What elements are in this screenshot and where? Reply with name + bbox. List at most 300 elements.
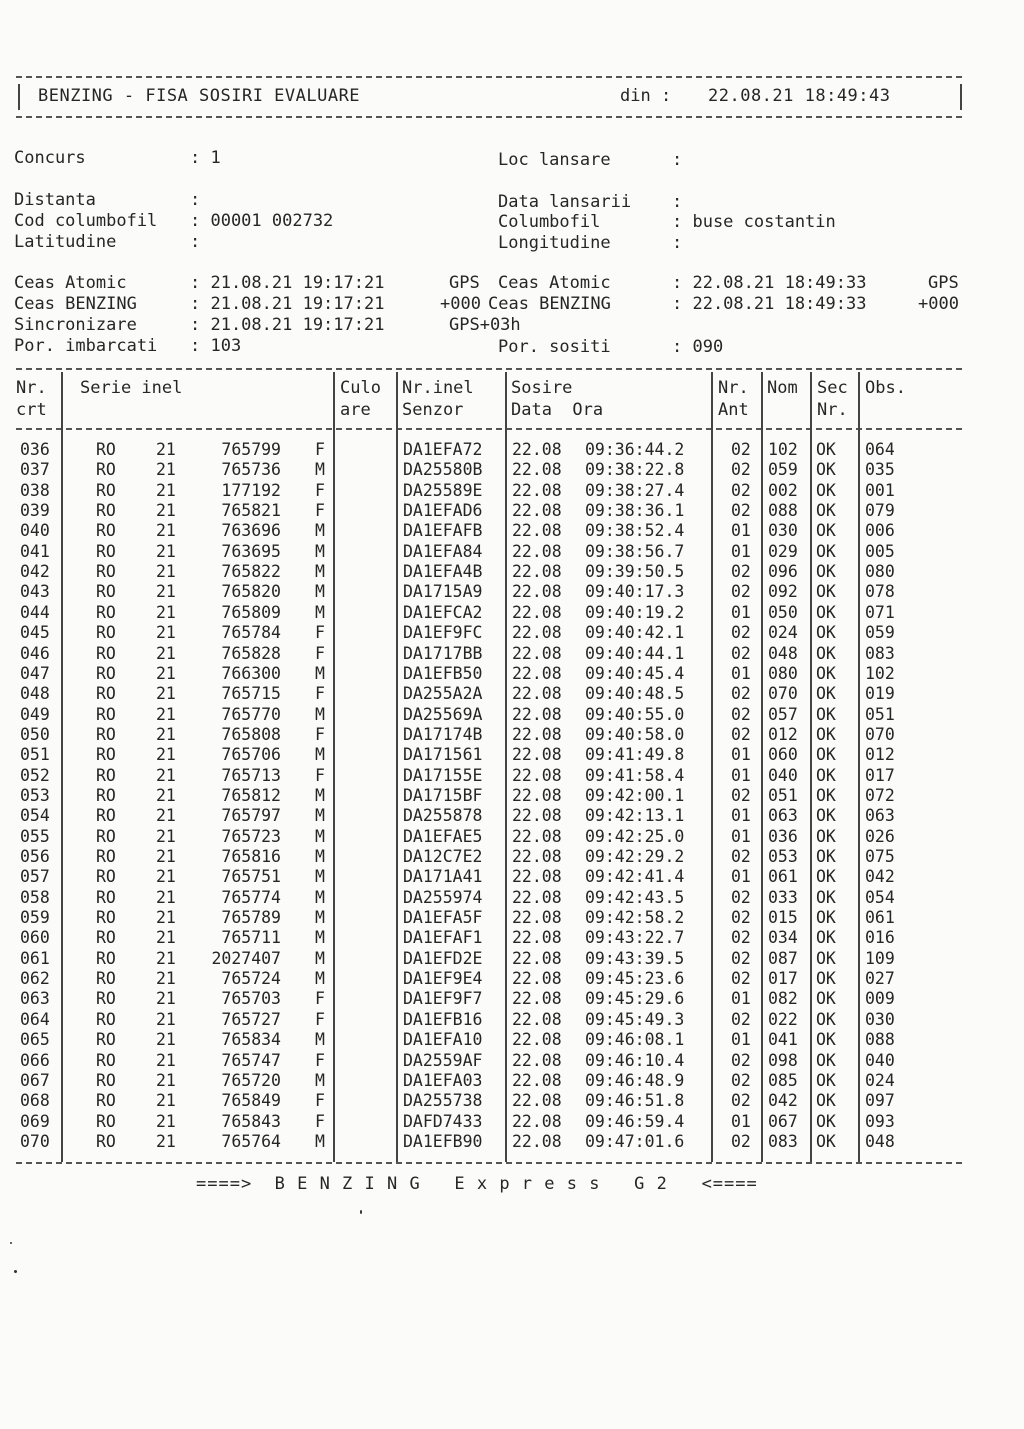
cell-ora: 09:40:48.5 [585, 684, 685, 704]
col-ant-header: Nr. [718, 378, 749, 398]
ceas-benzing-label-1: Ceas BENZING [14, 294, 137, 314]
cell-ant: 01 [731, 826, 751, 846]
report-date-label: din : [620, 86, 672, 106]
ceas-atomic-value-2: : 22.08.21 18:49:33 [672, 273, 867, 293]
cell-sec: OK [816, 623, 836, 643]
cell-obs: 059 [865, 623, 895, 643]
cell-data: 22.08 [512, 440, 562, 459]
cell-yr: 21 [156, 867, 176, 887]
cell-data: 22.08 [512, 623, 562, 643]
header-left-bar [18, 84, 20, 110]
cell-nom: 053 [768, 847, 798, 866]
table-row [0, 827, 1024, 847]
cell-sex: F [315, 1050, 325, 1070]
cell-ora: 09:40:58.0 [585, 724, 685, 744]
table-row [0, 481, 1024, 501]
cell-sex: F [315, 643, 325, 663]
cell-obs: 040 [865, 1050, 895, 1070]
cell-data: 22.08 [512, 887, 562, 907]
cell-ro: RO [96, 765, 116, 785]
footer-brand: ====> B E N Z I N G E x p r e s s G 2 <==== [196, 1174, 758, 1194]
col-obs-header: Obs. [865, 378, 906, 398]
cell-inel: 765821 [221, 501, 281, 521]
header-right-bar [960, 84, 962, 110]
cell-nr: 040 [20, 521, 50, 541]
cell-ant: 01 [731, 541, 751, 561]
cell-obs: 035 [865, 460, 895, 480]
cell-yr: 21 [156, 460, 176, 480]
cell-nr: 053 [20, 785, 50, 805]
cell-ant: 01 [731, 989, 751, 1009]
cell-sex: M [315, 562, 325, 582]
cell-nom: 060 [768, 745, 798, 765]
ceas-benzing-value-1: : 21.08.21 19:17:21 [190, 294, 385, 314]
table-row [0, 969, 1024, 989]
cell-sex: M [315, 602, 325, 622]
table-row [0, 1030, 1024, 1050]
cell-sec: OK [816, 1091, 836, 1111]
cell-data: 22.08 [512, 948, 562, 968]
col-ant-header-2: Ant [718, 400, 749, 420]
cell-yr: 21 [156, 847, 176, 866]
cell-ora: 09:40:45.4 [585, 663, 685, 683]
cell-ora: 09:47:01.6 [585, 1131, 685, 1151]
cell-obs: 093 [865, 1111, 895, 1131]
cell-senzor: DA1EFAF1 [403, 928, 483, 948]
cell-senzor: DA1EFCA2 [403, 602, 483, 622]
cell-obs: 024 [865, 1070, 895, 1090]
cell-nr: 069 [20, 1111, 50, 1131]
cell-yr: 21 [156, 785, 176, 805]
cell-yr: 21 [156, 582, 176, 602]
cell-ora: 09:46:10.4 [585, 1050, 685, 1070]
cod-columbofil-value: : 00001 002732 [190, 211, 334, 231]
cell-senzor: DA1EFAD6 [403, 501, 483, 521]
cell-nom: 088 [768, 501, 798, 521]
table-row [0, 745, 1024, 765]
cell-nr: 043 [20, 582, 50, 602]
cell-ora: 09:39:50.5 [585, 562, 685, 582]
ceas-benzing-value-2: : 22.08.21 18:49:33 [672, 294, 867, 314]
cod-columbofil-label: Cod columbofil [14, 211, 158, 231]
loc-lansare-value: : [672, 150, 683, 170]
latitudine-label: Latitudine [14, 232, 117, 252]
cell-sex: M [315, 582, 325, 602]
cell-nr: 061 [20, 948, 50, 968]
cell-ro: RO [96, 480, 116, 500]
cell-ant: 02 [731, 562, 751, 582]
data-lansarii-label: Data lansarii [498, 192, 632, 212]
table-row [0, 725, 1024, 745]
col-sosire-header-2: Data Ora [511, 400, 604, 420]
cell-ant: 01 [731, 1111, 751, 1131]
scan-speck [10, 1242, 12, 1244]
cell-sex: M [315, 1070, 325, 1090]
cell-data: 22.08 [512, 582, 562, 602]
cell-nom: 087 [768, 948, 798, 968]
cell-ora: 09:42:13.1 [585, 806, 685, 826]
cell-inel: 765828 [221, 643, 281, 663]
por-imbarcati-label: Por. imbarcati [14, 336, 158, 356]
loc-lansare-label: Loc lansare [498, 150, 611, 170]
cell-senzor: DA2559AF [403, 1050, 483, 1070]
cell-data: 22.08 [512, 745, 562, 765]
cell-nom: 096 [768, 562, 798, 582]
concurs-label: Concurs [14, 148, 86, 168]
cell-nom: 048 [768, 643, 798, 663]
cell-sec: OK [816, 501, 836, 521]
cell-sex: F [315, 440, 325, 459]
cell-sec: OK [816, 602, 836, 622]
cell-sex: M [315, 521, 325, 541]
cell-data: 22.08 [512, 1070, 562, 1090]
cell-nr: 062 [20, 969, 50, 989]
table-row [0, 501, 1024, 521]
cell-data: 22.08 [512, 643, 562, 663]
cell-sec: OK [816, 765, 836, 785]
cell-data: 22.08 [512, 1030, 562, 1050]
cell-nr: 067 [20, 1070, 50, 1090]
cell-ro: RO [96, 1131, 116, 1151]
cell-nr: 059 [20, 908, 50, 928]
sincronizare-label: Sincronizare [14, 315, 137, 335]
cell-nr: 049 [20, 704, 50, 724]
table-row [0, 1071, 1024, 1091]
cell-sec: OK [816, 562, 836, 582]
cell-inel: 765822 [221, 562, 281, 582]
cell-ro: RO [96, 826, 116, 846]
cell-sec: OK [816, 440, 836, 459]
cell-sec: OK [816, 745, 836, 765]
cell-nom: 067 [768, 1111, 798, 1131]
cell-ora: 09:38:22.8 [585, 460, 685, 480]
cell-nom: 033 [768, 887, 798, 907]
cell-sec: OK [816, 1030, 836, 1050]
por-sositi-label: Por. sositi [498, 337, 611, 357]
cell-obs: 051 [865, 704, 895, 724]
cell-sec: OK [816, 908, 836, 928]
cell-nr: 051 [20, 745, 50, 765]
cell-obs: 071 [865, 602, 895, 622]
cell-ro: RO [96, 969, 116, 989]
cell-ant: 02 [731, 460, 751, 480]
cell-senzor: DA1EFB16 [403, 1009, 483, 1029]
cell-sec: OK [816, 867, 836, 887]
cell-inel: 765715 [221, 684, 281, 704]
cell-nom: 082 [768, 989, 798, 1009]
cell-data: 22.08 [512, 785, 562, 805]
cell-sec: OK [816, 643, 836, 663]
cell-data: 22.08 [512, 501, 562, 521]
ceas-atomic-tag-1: GPS [449, 273, 480, 293]
cell-sec: OK [816, 928, 836, 948]
cell-senzor: DA1EFA10 [403, 1030, 483, 1050]
cell-senzor: DA255A2A [403, 684, 483, 704]
cell-data: 22.08 [512, 562, 562, 582]
cell-sec: OK [816, 480, 836, 500]
table-row [0, 786, 1024, 806]
table-row [0, 582, 1024, 602]
cell-ora: 09:42:00.1 [585, 785, 685, 805]
cell-ro: RO [96, 501, 116, 521]
cell-inel: 765808 [221, 724, 281, 744]
cell-nom: 012 [768, 724, 798, 744]
cell-nom: 042 [768, 1091, 798, 1111]
cell-sec: OK [816, 582, 836, 602]
cell-obs: 042 [865, 867, 895, 887]
table-row [0, 644, 1024, 664]
cell-obs: 109 [865, 948, 895, 968]
cell-obs: 054 [865, 887, 895, 907]
cell-obs: 009 [865, 989, 895, 1009]
cell-senzor: DA1715BF [403, 785, 483, 805]
cell-inel: 766300 [221, 663, 281, 683]
cell-senzor: DA12C7E2 [403, 847, 483, 866]
cell-sec: OK [816, 989, 836, 1009]
cell-obs: 078 [865, 582, 895, 602]
cell-ora: 09:45:23.6 [585, 969, 685, 989]
table-row [0, 949, 1024, 969]
cell-ant: 01 [731, 521, 751, 541]
cell-senzor: DA171561 [403, 745, 483, 765]
scan-speck [360, 1210, 362, 1214]
cell-nr: 060 [20, 928, 50, 948]
cell-nom: 002 [768, 480, 798, 500]
cell-nom: 036 [768, 826, 798, 846]
cell-data: 22.08 [512, 704, 562, 724]
cell-nom: 034 [768, 928, 798, 948]
cell-obs: 017 [865, 765, 895, 785]
cell-yr: 21 [156, 1131, 176, 1151]
cell-nr: 047 [20, 663, 50, 683]
cell-nom: 024 [768, 623, 798, 643]
cell-ora: 09:46:51.8 [585, 1091, 685, 1111]
concurs-value: : 1 [190, 148, 221, 168]
cell-inel: 765747 [221, 1050, 281, 1070]
header-bottom-rule [16, 116, 962, 118]
cell-nr: 044 [20, 602, 50, 622]
cell-nom: 029 [768, 541, 798, 561]
cell-nom: 051 [768, 785, 798, 805]
cell-senzor: DA25569A [403, 704, 483, 724]
table-row [0, 989, 1024, 1009]
cell-ora: 09:42:29.2 [585, 847, 685, 866]
cell-nr: 064 [20, 1009, 50, 1029]
cell-inel: 2027407 [211, 948, 281, 968]
cell-inel: 765727 [221, 1009, 281, 1029]
cell-inel: 765713 [221, 765, 281, 785]
cell-data: 22.08 [512, 724, 562, 744]
cell-yr: 21 [156, 928, 176, 948]
cell-inel: 765724 [221, 969, 281, 989]
cell-nom: 040 [768, 765, 798, 785]
cell-yr: 21 [156, 440, 176, 459]
table-row [0, 888, 1024, 908]
cell-data: 22.08 [512, 1050, 562, 1070]
cell-ora: 09:43:22.7 [585, 928, 685, 948]
col-nom-header: Nom [767, 378, 798, 398]
cell-inel: 177192 [221, 480, 281, 500]
cell-inel: 765797 [221, 806, 281, 826]
cell-data: 22.08 [512, 908, 562, 928]
cell-nom: 080 [768, 663, 798, 683]
cell-sex: F [315, 480, 325, 500]
cell-ant: 02 [731, 724, 751, 744]
distanta-label: Distanta [14, 190, 96, 210]
sincronizare-tag: GPS+03h [449, 315, 521, 335]
cell-yr: 21 [156, 541, 176, 561]
cell-inel: 765711 [221, 928, 281, 948]
cell-ora: 09:43:39.5 [585, 948, 685, 968]
cell-yr: 21 [156, 643, 176, 663]
cell-ant: 02 [731, 785, 751, 805]
cell-ro: RO [96, 948, 116, 968]
table-row [0, 928, 1024, 948]
cell-ro: RO [96, 928, 116, 948]
cell-senzor: DA1EFAFB [403, 521, 483, 541]
cell-nr: 054 [20, 806, 50, 826]
cell-sex: M [315, 969, 325, 989]
cell-yr: 21 [156, 501, 176, 521]
cell-nr: 050 [20, 724, 50, 744]
cell-obs: 070 [865, 724, 895, 744]
cell-data: 22.08 [512, 684, 562, 704]
cell-sex: F [315, 1009, 325, 1029]
report-date: 22.08.21 18:49:43 [708, 86, 891, 106]
cell-inel: 765799 [221, 440, 281, 459]
cell-inel: 765706 [221, 745, 281, 765]
cell-nr: 041 [20, 541, 50, 561]
cell-nom: 041 [768, 1030, 798, 1050]
cell-yr: 21 [156, 1070, 176, 1090]
cell-ant: 01 [731, 867, 751, 887]
cell-sec: OK [816, 1009, 836, 1029]
cell-data: 22.08 [512, 663, 562, 683]
cell-senzor: DA1715A9 [403, 582, 483, 602]
cell-senzor: DA171A41 [403, 867, 483, 887]
cell-sec: OK [816, 704, 836, 724]
cell-ro: RO [96, 1091, 116, 1111]
cell-sex: M [315, 806, 325, 826]
cell-yr: 21 [156, 1030, 176, 1050]
cell-ora: 09:40:17.3 [585, 582, 685, 602]
cell-yr: 21 [156, 704, 176, 724]
cell-sec: OK [816, 847, 836, 866]
cell-ora: 09:42:25.0 [585, 826, 685, 846]
cell-senzor: DA1EFA03 [403, 1070, 483, 1090]
cell-senzor: DA25580B [403, 460, 483, 480]
cell-sec: OK [816, 785, 836, 805]
cell-sec: OK [816, 1111, 836, 1131]
cell-ro: RO [96, 1111, 116, 1131]
table-row [0, 1091, 1024, 1111]
cell-senzor: DA17155E [403, 765, 483, 785]
cell-ora: 09:38:27.4 [585, 480, 685, 500]
cell-sec: OK [816, 724, 836, 744]
cell-obs: 075 [865, 847, 895, 866]
cell-inel: 765789 [221, 908, 281, 928]
table-row [0, 766, 1024, 786]
cell-sec: OK [816, 826, 836, 846]
cell-ro: RO [96, 582, 116, 602]
cell-ro: RO [96, 1070, 116, 1090]
table-row [0, 664, 1024, 684]
cell-ro: RO [96, 806, 116, 826]
cell-sex: M [315, 847, 325, 866]
cell-ora: 09:45:29.6 [585, 989, 685, 1009]
table-row [0, 1010, 1024, 1030]
cell-data: 22.08 [512, 928, 562, 948]
table-row [0, 440, 1024, 460]
cell-senzor: DA1EFA5F [403, 908, 483, 928]
cell-sex: F [315, 765, 325, 785]
cell-sex: M [315, 745, 325, 765]
cell-senzor: DA1EFAE5 [403, 826, 483, 846]
cell-nr: 065 [20, 1030, 50, 1050]
cell-obs: 079 [865, 501, 895, 521]
cell-sec: OK [816, 663, 836, 683]
cell-data: 22.08 [512, 1111, 562, 1131]
cell-sex: M [315, 948, 325, 968]
col-sosire-header: Sosire [511, 378, 573, 398]
por-sositi-value: : 090 [672, 337, 724, 357]
cell-sex: M [315, 785, 325, 805]
cell-ora: 09:40:19.2 [585, 602, 685, 622]
table-row [0, 847, 1024, 867]
cell-ro: RO [96, 724, 116, 744]
cell-inel: 765774 [221, 887, 281, 907]
cell-ant: 02 [731, 704, 751, 724]
cell-nr: 055 [20, 826, 50, 846]
col-sec-header-2: Nr. [817, 400, 848, 420]
table-row [0, 542, 1024, 562]
cell-ro: RO [96, 562, 116, 582]
cell-ant: 02 [731, 623, 751, 643]
cell-senzor: DA255738 [403, 1091, 483, 1111]
cell-nom: 050 [768, 602, 798, 622]
cell-nom: 061 [768, 867, 798, 887]
cell-data: 22.08 [512, 521, 562, 541]
cell-obs: 064 [865, 440, 895, 459]
cell-ro: RO [96, 460, 116, 480]
cell-data: 22.08 [512, 1009, 562, 1029]
cell-data: 22.08 [512, 480, 562, 500]
cell-inel: 765843 [221, 1111, 281, 1131]
cell-obs: 102 [865, 663, 895, 683]
cell-ora: 09:41:58.4 [585, 765, 685, 785]
table-row [0, 1051, 1024, 1071]
cell-ant: 01 [731, 806, 751, 826]
cell-inel: 765809 [221, 602, 281, 622]
cell-data: 22.08 [512, 602, 562, 622]
cell-sex: M [315, 887, 325, 907]
col-nr-header-2: crt [16, 400, 47, 420]
cell-sec: OK [816, 1131, 836, 1151]
cell-yr: 21 [156, 663, 176, 683]
cell-obs: 083 [865, 643, 895, 663]
cell-nom: 057 [768, 704, 798, 724]
cell-yr: 21 [156, 1009, 176, 1029]
cell-yr: 21 [156, 724, 176, 744]
cell-sex: M [315, 663, 325, 683]
longitudine-value: : [672, 233, 683, 253]
cell-nr: 039 [20, 501, 50, 521]
cell-sec: OK [816, 969, 836, 989]
cell-inel: 765849 [221, 1091, 281, 1111]
cell-inel: 765816 [221, 847, 281, 866]
cell-nr: 056 [20, 847, 50, 866]
columbofil-value: : buse costantin [672, 212, 836, 232]
